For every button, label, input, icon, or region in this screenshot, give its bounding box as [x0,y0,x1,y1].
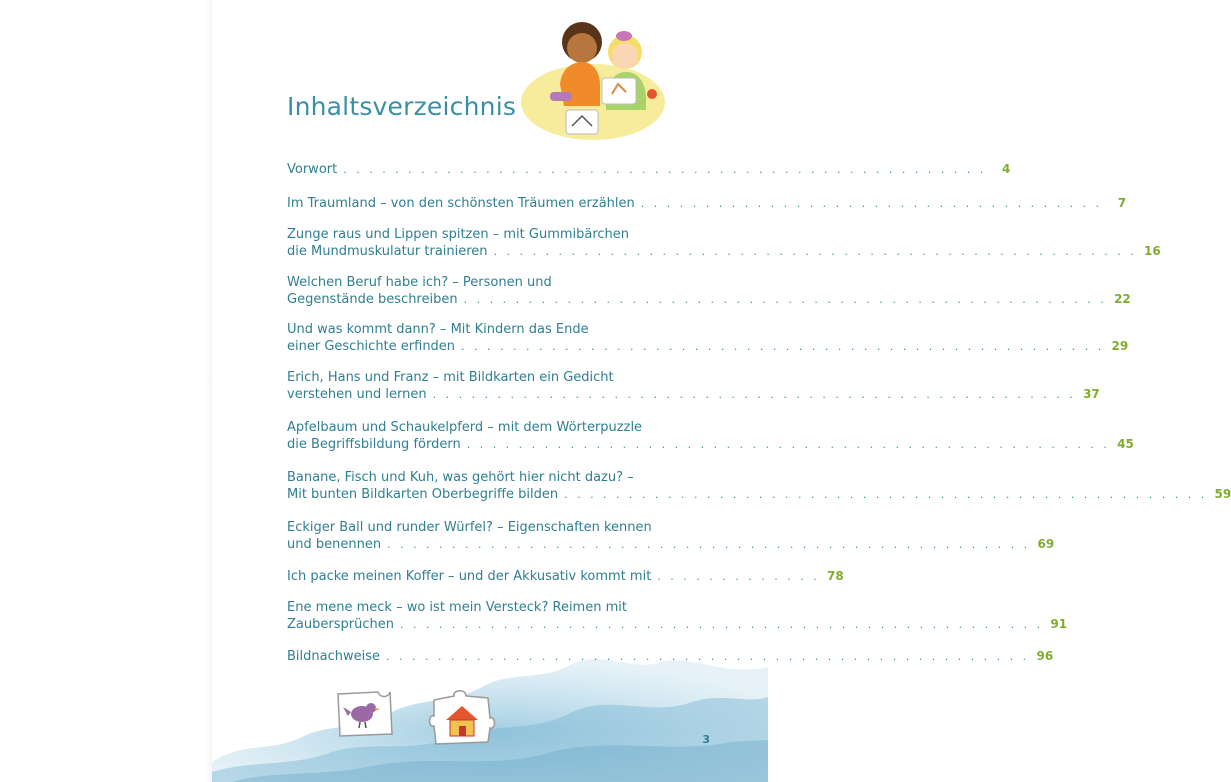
leader-dots: . . . . . . . . . . . . . [657,570,820,583]
toc-page-number: 4 [1002,162,1011,176]
house-puzzle-piece [426,688,496,746]
toc-entry-title: Und was kommt dann? – Mit Kindern das Ende [287,322,589,337]
toc-heading: Inhaltsverzeichnis [287,92,517,121]
toc-entry-title: Zunge raus und Lippen spitzen – mit Gummibärchen [287,227,630,242]
toc-entry[interactable] [287,420,1134,453]
toc-entry-title: Banane, Fisch und Kuh, was gehört hier nicht dazu? – [287,470,634,485]
toc-entry[interactable] [287,600,1068,633]
leader-dots: . . . . . . . . . . . . . . . . . . . . . . . . . . . . . . . . . . . . . . . . . . . . . . . . . . [564,488,1208,501]
toc-page-number: 37 [1083,387,1100,401]
toc-page-number: 7 [1117,196,1127,210]
toc-entry[interactable] [287,161,1011,178]
book-page [212,0,1231,782]
toc-entry[interactable] [287,322,1129,355]
leader-dots: . . . . . . . . . . . . . . . . . . . . . . . . . . . . . . . . . . . . . . . . . . . . . . . . . . [493,245,1137,258]
leader-dots: . . . . . . . . . . . . . . . . . . . . . . . . . . . . . . . . . . . . . . . . . . . . . . . . . . [432,388,1076,401]
toc-page-number: 78 [827,569,844,583]
toc-entry-subtitle: und benennen [287,537,382,552]
toc-entry-subtitle: die Mundmuskulatur trainieren [287,244,488,259]
toc-entry[interactable] [287,520,1055,553]
bird-picture-card [334,688,396,740]
toc-entry-title: Vorwort [287,162,338,177]
leader-dots: . . . . . . . . . . . . . . . . . . . . . . . . . . . . . . . . . . . . [640,197,1103,210]
toc-entry[interactable] [287,648,1054,665]
toc-page-number: 16 [1144,244,1161,258]
toc-entry-title: Ene mene meck – wo ist mein Versteck? Reimen mit [287,600,627,615]
toc-page-number: 29 [1111,339,1129,353]
page-number: 3 [702,733,710,746]
leader-dots: . . . . . . . . . . . . . . . . . . . . . . . . . . . . . . . . . . . . . . . . . . . . . . . . . . [466,438,1110,451]
toc-entry-subtitle: Zaubersprüchen [287,617,394,632]
toc-entry[interactable] [287,470,1231,503]
toc-entry-subtitle: einer Geschichte erfinden [287,339,456,354]
toc-entry-subtitle: Gegenstände beschreiben [287,292,458,307]
toc-entry[interactable] [287,568,844,585]
page-shadow [205,0,212,782]
leader-dots: . . . . . . . . . . . . . . . . . . . . . . . . . . . . . . . . . . . . . . . . . . . . . . . . . . [386,650,1030,663]
leader-dots: . . . . . . . . . . . . . . . . . . . . . . . . . . . . . . . . . . . . . . . . . . . . . . . . . . [461,340,1105,353]
toc-page-number: 22 [1114,292,1131,306]
toc-entry[interactable] [287,275,1131,308]
toc-entry[interactable] [287,227,1161,260]
toc-entry-title: Bildnachweise [287,649,380,664]
leader-dots: . . . . . . . . . . . . . . . . . . . . . . . . . . . . . . . . . . . . . . . . . . . . . . . . . . [387,538,1031,551]
leader-dots: . . . . . . . . . . . . . . . . . . . . . . . . . . . . . . . . . . . . . . . . . . . . . . . . . . [399,618,1044,631]
toc-entry-title: Erich, Hans und Franz – mit Bildkarten ein Gedicht [287,370,614,385]
children-playing-illustration [520,14,670,144]
toc-page-number: 96 [1036,649,1054,663]
toc-entry-title: Im Traumland – von den schönsten Träumen erzählen [287,196,635,211]
toc-page-number: 91 [1050,617,1068,631]
toc-page-number: 45 [1117,437,1134,451]
toc-entry-title: Welchen Beruf habe ich? – Personen und [287,275,552,290]
leader-dots: . . . . . . . . . . . . . . . . . . . . . . . . . . . . . . . . . . . . . . . . . . . . . . . . . . [343,163,987,176]
toc-entry-title: Ich packe meinen Koffer – und der Akkusativ kommt mit [287,569,652,584]
leader-dots: . . . . . . . . . . . . . . . . . . . . . . . . . . . . . . . . . . . . . . . . . . . . . . . . . . [463,293,1107,306]
toc-entry-subtitle: die Begriffsbildung fördern [287,437,461,452]
toc-page-number: 69 [1037,537,1055,551]
toc-entry[interactable] [287,195,1127,212]
toc-entry-subtitle: verstehen und lernen [287,387,427,402]
toc-entry-title: Eckiger Ball und runder Würfel? – Eigenschaften kennen [287,520,652,535]
toc-entry[interactable] [287,370,1100,403]
toc-page-number: 59 [1214,487,1231,501]
toc-entry-title: Apfelbaum und Schaukelpferd – mit dem Wörterpuzzle [287,420,643,435]
toc-entry-subtitle: Mit bunten Bildkarten Oberbegriffe bilden [287,487,559,502]
